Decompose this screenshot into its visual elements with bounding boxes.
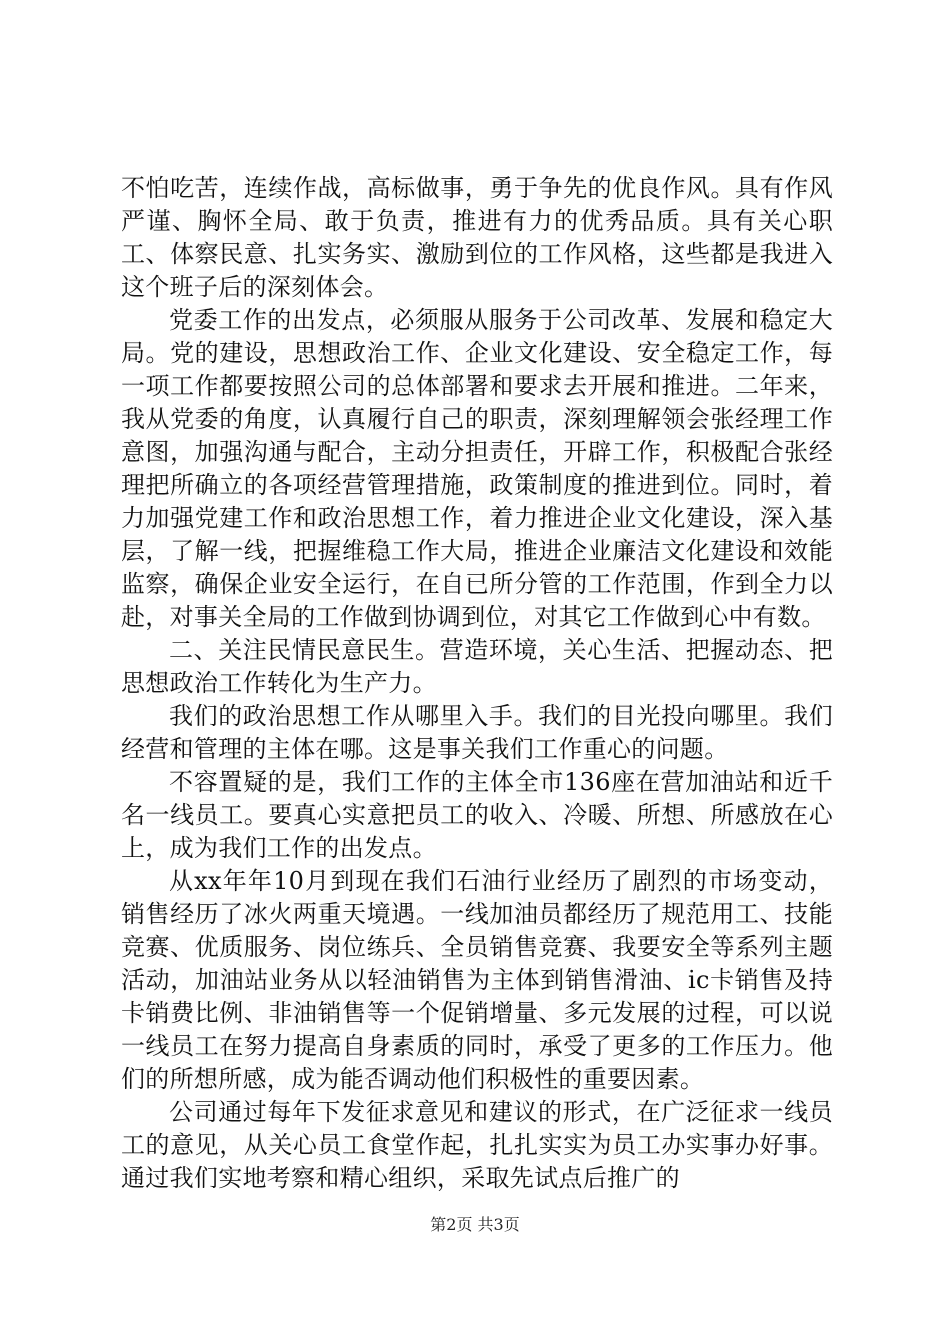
paragraph-3: 二、关注民情民意民生。营造环境，关心生活、把握动态、把思想政治工作转化为生产力。 [121,636,833,697]
paragraph-6: 从xx年年10月到现在我们石油行业经历了剧烈的市场变动，销售经历了冰火两重天境遇。一线加油员都经历了规范用工、技能竞赛、优质服务、岗位练兵、全员销售竞赛、我要安全等系列主题活动，加油站业务从以轻油销售为主体到销售滑油、ic卡销售及持卡销费比例、非油销售等一个促销增量、多元发展的过程，可以说一线员工在努力提高自身素质的同时，承受了更多的工作压力。他们的所想所感，成为能否调动他们积极性的重要因素。 [121,867,833,1093]
paragraph-4: 我们的政治思想工作从哪里入手。我们的目光投向哪里。我们经营和管理的主体在哪。这是事关我们工作重心的问题。 [121,702,833,763]
page-footer: 第2页 共3页 [430,1215,520,1234]
document-body [121,172,833,1195]
paragraph-5: 不容置疑的是，我们工作的主体全市136座在营加油站和近千名一线员工。要真心实意把员工的收入、冷暖、所想、所感放在心上，成为我们工作的出发点。 [121,768,833,862]
paragraph-2: 党委工作的出发点，必须服从服务于公司改革、发展和稳定大局。党的建设，思想政治工作、企业文化建设、安全稳定工作，每一项工作都要按照公司的总体部署和要求去开展和推进。二年来，我从党委的角度，认真履行自己的职责，深刻理解领会张经理工作意图，加强沟通与配合，主动分担责任，开辟工作，积极配合张经理把所确立的各项经营管理措施，政策制度的推进到位。同时，着力加强党建工作和政治思想工作，着力推进企业文化建设，深入基层，了解一线，把握维稳工作大局，推进企业廉洁文化建设和效能监察，确保企业安全运行，在自已所分管的工作范围，作到全力以赴，对事关全局的工作做到协调到位，对其它工作做到心中有数。 [121,306,833,631]
paragraph-7: 公司通过每年下发征求意见和建议的形式，在广泛征求一线员工的意见，从关心员工食堂作起，扎扎实实为员工办实事办好事。通过我们实地考察和精心组织，采取先试点后推广的 [121,1098,833,1192]
paragraph-1: 不怕吃苦，连续作战，高标做事，勇于争先的优良作风。具有作风严谨、胸怀全局、敢于负责，推进有力的优秀品质。具有关心职工、体察民意、扎实务实、激励到位的工作风格，这些都是我进入这个班子后的深刻体会。 [121,174,833,301]
